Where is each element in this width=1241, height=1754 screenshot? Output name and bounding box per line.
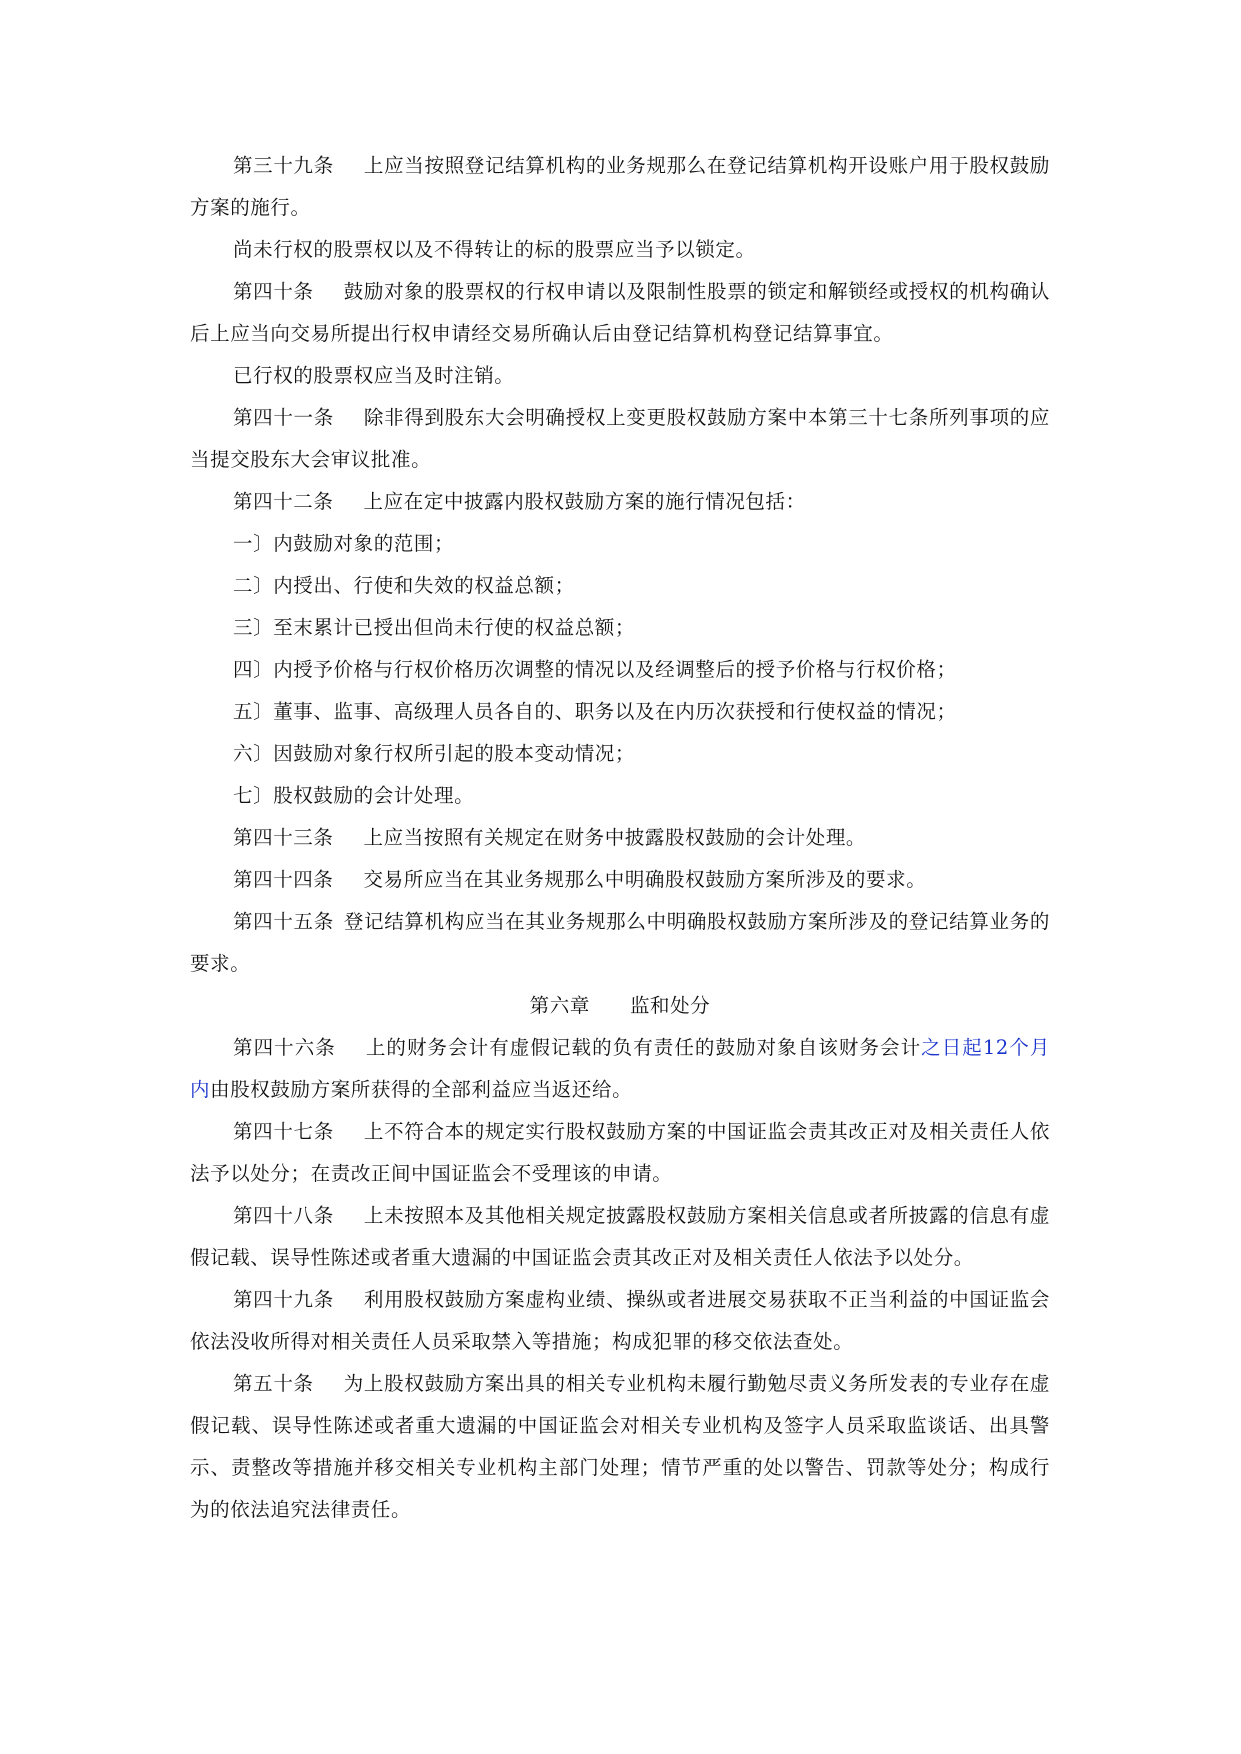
article-46: [190, 1027, 1050, 1111]
article-39: [190, 145, 1050, 229]
article-50: [190, 1363, 1050, 1531]
article-number: 第四十四条: [233, 868, 334, 891]
paragraph: 已行权的股票权应当及时注销。: [233, 364, 515, 387]
list-item: 七〕股权鼓励的会计处理。: [233, 784, 475, 807]
article-number: 第四十九条: [233, 1288, 334, 1311]
article-43: [190, 817, 1050, 859]
list-item: 三〕至末累计已授出但尚未行使的权益总额；: [233, 616, 636, 639]
article-text: 登记结算机构应当在其业务规那么中明确股权鼓励方案所涉及的登记结算业务的要求。: [190, 910, 1050, 975]
article-41: [190, 397, 1050, 481]
article-number: 第三十九条: [233, 154, 334, 177]
paragraph: 尚未行权的股票权以及不得转让的标的股票应当予以锁定。: [233, 238, 756, 261]
chapter-heading: [190, 985, 1050, 1027]
article-number: 第四十条: [233, 280, 314, 303]
article-number: 第四十二条: [233, 490, 334, 513]
article-text: 鼓励对象的股票权的行权申请以及限制性股票的锁定和解锁经或授权的机构确认后上应当向交易所提出行权申请经交易所确认后由登记结算机构登记结算事宜。: [190, 280, 1050, 345]
article-text: 交易所应当在其业务规那么中明确股权鼓励方案所涉及的要求。: [363, 868, 927, 891]
article-text: 为上股权鼓励方案出具的相关专业机构未履行勤勉尽责义务所发表的专业存在虚假记载、误导性陈述或者重大遗漏的中国证监会对相关专业机构及签字人员采取监谈话、出具警示、责整改等措施并移交相关专业机构主部门处理；情节严重的处以警告、罚款等处分；构成行为的依法追究法律责任。: [190, 1372, 1050, 1521]
article-number: 第四十五条: [233, 910, 334, 933]
article-40: [190, 271, 1050, 355]
article-text: 由股权鼓励方案所获得的全部利益应当返还给。: [210, 1078, 633, 1101]
highlighted-text: 之日起12个月内: [190, 1036, 1051, 1101]
article-text: 上应在定中披露内股权鼓励方案的施行情况包括：: [363, 490, 806, 513]
list-item: 一〕内鼓励对象的范围；: [233, 532, 455, 555]
article-text: 上应当按照有关规定在财务中披露股权鼓励的会计处理。: [363, 826, 867, 849]
list-item: 六〕因鼓励对象行权所引起的股本变动情况；: [233, 742, 636, 765]
article-text: 利用股权鼓励方案虚构业绩、操纵或者进展交易获取不正当利益的中国证监会依法没收所得对相关责任人员采取禁入等措施；构成犯罪的移交依法查处。: [190, 1288, 1050, 1353]
chapter-title: 监和处分: [629, 994, 711, 1017]
article-number: 第四十七条: [233, 1120, 334, 1143]
list-item: 五〕董事、监事、高级理人员各自的、职务以及在内历次获授和行使权益的情况；: [233, 700, 957, 723]
article-number: 第四十六条: [233, 1036, 336, 1059]
article-44: [190, 859, 1050, 901]
article-49: [190, 1279, 1050, 1363]
article-42: [190, 481, 1050, 523]
article-text: 上应当按照登记结算机构的业务规那么在登记结算机构开设账户用于股权鼓励方案的施行。: [190, 154, 1050, 219]
article-number: 第四十一条: [233, 406, 334, 429]
list-item: 四〕内授予价格与行权价格历次调整的情况以及经调整后的授予价格与行权价格；: [233, 658, 957, 681]
article-number: 第四十三条: [233, 826, 334, 849]
article-text: 除非得到股东大会明确授权上变更股权鼓励方案中本第三十七条所列事项的应当提交股东大会审议批准。: [190, 406, 1050, 471]
article-48: [190, 1195, 1050, 1279]
document-body: [190, 145, 1050, 1531]
article-text: 上的财务会计有虚假记载的负有责任的鼓励对象自该财务会计: [365, 1036, 922, 1059]
article-47: [190, 1111, 1050, 1195]
list-item: 二〕内授出、行使和失效的权益总额；: [233, 574, 575, 597]
article-number: 第四十八条: [233, 1204, 334, 1227]
article-number: 第五十条: [233, 1372, 314, 1395]
article-text: 上未按照本及其他相关规定披露股权鼓励方案相关信息或者所披露的信息有虚假记载、误导性陈述或者重大遗漏的中国证监会责其改正对及相关责任人依法予以处分。: [190, 1204, 1050, 1269]
article-45: [190, 901, 1050, 985]
article-text: 上不符合本的规定实行股权鼓励方案的中国证监会责其改正对及相关责任人依法予以处分；在责改正间中国证监会不受理该的申请。: [190, 1120, 1050, 1185]
chapter-number: 第六章: [529, 994, 590, 1017]
